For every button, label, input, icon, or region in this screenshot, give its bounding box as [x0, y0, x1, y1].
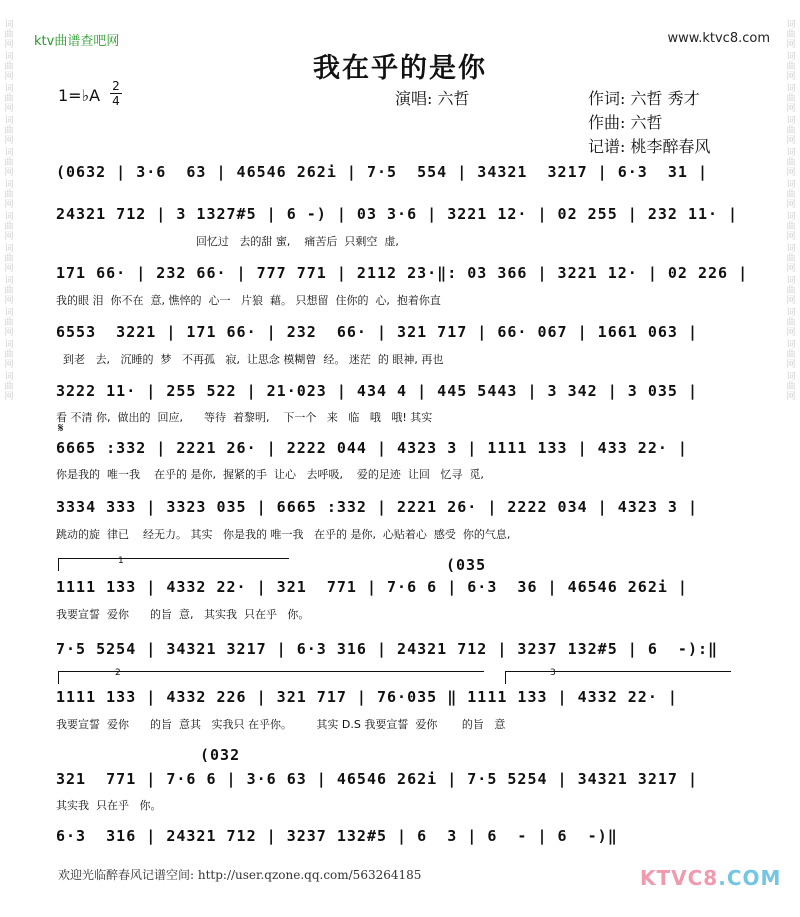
site-logo[interactable] [640, 866, 781, 890]
composer: 作曲: 六哲 [588, 113, 663, 132]
music-line-6: 6665 :332 | 2221 26· | 2222 044 | 4323 3 | 1111 133 | 433 22· | [56, 439, 688, 457]
volta-bracket-3 [505, 671, 731, 684]
music-line-5: 3222 11· | 255 522 | 21·023 | 434 4 | 445 5443 | 3 342 | 3 035 | [56, 382, 698, 400]
music-line-1: (0632 | 3·6 63 | 46546 262i | 7·5 554 | 34321 3217 | 6·3 31 | [56, 163, 708, 181]
watermark-text: 词曲网 [4, 212, 14, 242]
lyric-line-11: 其实我 只在乎 你。 [56, 799, 162, 812]
watermark-text: 词曲网 [786, 276, 796, 306]
watermark-text: 词曲网 [4, 372, 14, 402]
lyric-line-10: 我要宣誓 爱你 的旨 意其 实我只 在乎你。 其实 D.S 我要宣誓 爱你 的旨 意 [56, 718, 506, 731]
volta-number-2: 2 [115, 668, 121, 678]
watermark-text: 词曲网 [786, 340, 796, 370]
watermark-text: 词曲网 [4, 20, 14, 50]
watermark-text: 词曲网 [786, 308, 796, 338]
song-title: 我在乎的是你 [313, 53, 487, 84]
logo-text-suffix: .COM [718, 866, 782, 890]
lyric-line-6: 你是我的 唯一我 在乎的 是你, 握紧的手 让心 去呼吸, 爱的足迹 让回 忆寻 觅, [56, 468, 484, 481]
watermark-text: 词曲网 [4, 340, 14, 370]
music-line-9: 7·5 5254 | 34321 3217 | 6·3 316 | 24321 712 | 3237 132#5 | 6 -):‖ [56, 640, 719, 658]
music-pickup-1: (035 [446, 556, 487, 574]
footer-link[interactable]: 欢迎光临醉春风记谱空间: http://user.qzone.qq.com/563264185 [58, 868, 422, 882]
watermark-text: 词曲网 [786, 180, 796, 210]
lyric-line-7: 跳动的旋 律已 经无力。 其实 你是我的 唯一我 在乎的 是你, 心贴着心 感受 你的气息, [56, 528, 511, 541]
watermark-text: 词曲网 [786, 212, 796, 242]
time-signature [110, 80, 122, 107]
watermark-text: 词曲网 [4, 148, 14, 178]
key-signature: 1=♭A [58, 86, 101, 105]
watermark-text: 词曲网 [4, 276, 14, 306]
lyric-line-4: 到老 去, 沉睡的 梦 不再孤 寂, 让思念 模糊曾 经。 迷茫 的 眼神, 再也 [56, 353, 444, 366]
music-line-2: 24321 712 | 3 1327#5 | 6 -) | 03 3·6 | 3221 12· | 02 255 | 232 11· | [56, 205, 739, 223]
watermark-text: 词曲网 [786, 372, 796, 402]
lyric-line-2: 回忆过 去的甜 蜜, 痛苦后 只剩空 虚, [56, 235, 399, 248]
site-url-right[interactable]: www.ktvc8.com [667, 31, 770, 46]
music-line-8: 1111 133 | 4332 22· | 321 771 | 7·6 6 | 6·3 36 | 46546 262i | [56, 578, 688, 596]
site-name-left[interactable]: ktv曲谱查吧网 [34, 34, 120, 49]
music-pickup-2: (032 [200, 746, 241, 764]
watermark-text: 词曲网 [4, 180, 14, 210]
volta-number-1: 1 [118, 556, 124, 566]
lyricist: 作词: 六哲 秀才 [588, 89, 700, 108]
segno-sign: 𝄋 [58, 421, 64, 436]
music-line-12: 6·3 316 | 24321 712 | 3237 132#5 | 6 3 | 6 - | 6 -)‖ [56, 827, 618, 845]
watermark-text: 词曲网 [786, 20, 796, 50]
lyric-line-3: 我的眼 泪 你不在 意, 憔悴的 心一 片狼 藉。 只想留 住你的 心, 抱着你直 [56, 294, 441, 307]
music-line-3: 171 66· | 232 66· | 777 771 | 2112 23·‖: 03 366 | 3221 12· | 02 226 | [56, 264, 749, 282]
volta-bracket-1 [58, 558, 289, 571]
watermark-text: 词曲网 [786, 116, 796, 146]
volta-bracket-2 [58, 671, 484, 684]
lyric-line-8: 我要宣誓 爱你 的旨 意, 其实我 只在乎 你。 [56, 608, 310, 621]
watermark-text: 词曲网 [786, 148, 796, 178]
transcriber: 记谱: 桃李醉春风 [588, 137, 711, 156]
logo-text-main: KTVC8 [640, 866, 719, 890]
watermark-text: 词曲网 [4, 244, 14, 274]
watermark-text: 词曲网 [786, 84, 796, 114]
music-line-11: 321 771 | 7·6 6 | 3·6 63 | 46546 262i | 7·5 5254 | 34321 3217 | [56, 770, 698, 788]
music-line-7: 3334 333 | 3323 035 | 6665 :332 | 2221 26· | 2222 034 | 4323 3 | [56, 498, 698, 516]
watermark-text: 词曲网 [4, 52, 14, 82]
watermark-text: 词曲网 [786, 52, 796, 82]
watermark-text: 词曲网 [786, 244, 796, 274]
time-bottom: 4 [112, 94, 120, 108]
watermark-text: 词曲网 [4, 308, 14, 338]
time-top: 2 [112, 79, 120, 93]
volta-number-3: 3 [550, 668, 556, 678]
music-line-10: 1111 133 | 4332 226 | 321 717 | 76·035 ‖ 1111 133 | 4332 22· | [56, 688, 678, 706]
music-line-4: 6553 3221 | 171 66· | 232 66· | 321 717 | 66· 067 | 1661 063 | [56, 323, 698, 341]
watermark-text: 词曲网 [4, 84, 14, 114]
watermark-text: 词曲网 [4, 116, 14, 146]
lyric-line-5: 看 不清 你, 做出的 回应, 等待 着黎明, 下一个 来 临 哦 哦! 其实 [56, 411, 433, 424]
singer: 演唱: 六哲 [395, 89, 470, 108]
